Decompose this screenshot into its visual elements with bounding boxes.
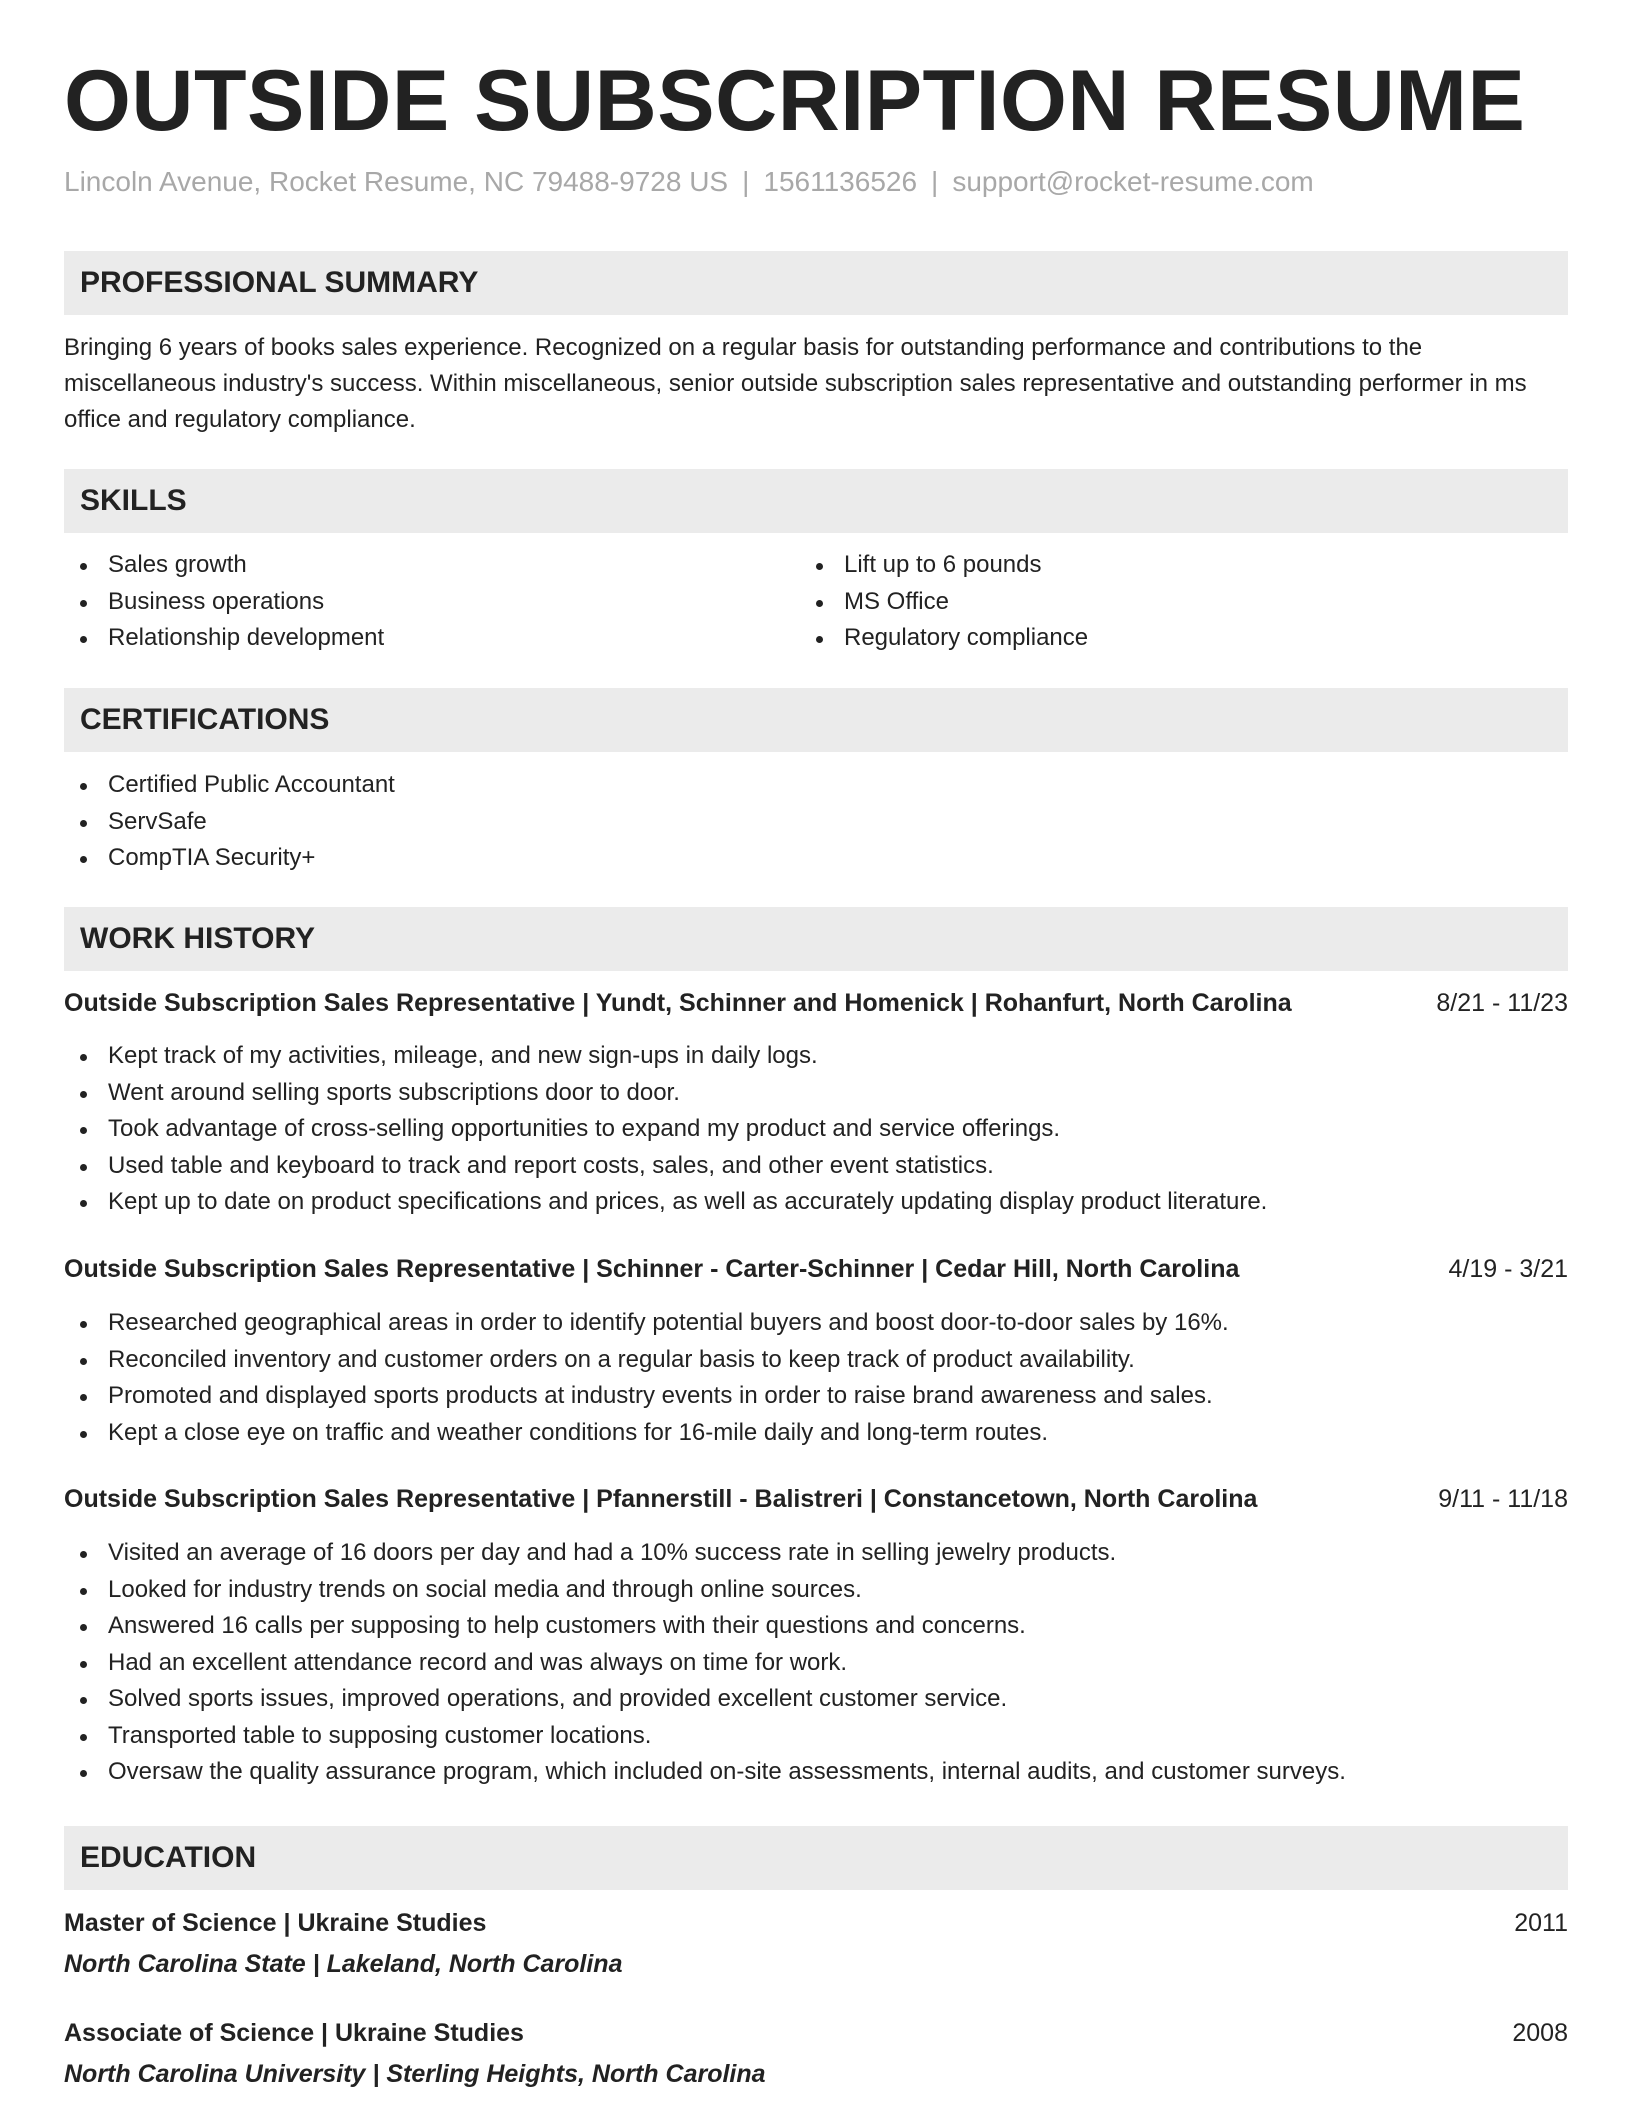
skills-section-header <box>64 469 1568 533</box>
job-bullet: Solved sports issues, improved operations, and provided excellent customer service. <box>64 1681 1346 1718</box>
resume-title: OUTSIDE SUBSCRIPTION RESUME <box>64 53 1526 149</box>
skill-item: Sales growth <box>64 547 384 584</box>
degree-title: Master of Science | Ukraine Studies <box>64 1909 487 1937</box>
education-year: 2011 <box>1514 1909 1568 1937</box>
skill-item: Business operations <box>64 584 384 621</box>
job-bullets <box>64 1038 1267 1221</box>
summary-section-header <box>64 251 1568 315</box>
school-name: North Carolina University | Sterling Heights, North Carolina <box>64 2060 766 2088</box>
job-bullet: Oversaw the quality assurance program, which included on-site assessments, internal audits, and customer surveys. <box>64 1754 1346 1791</box>
job-dates: 4/19 - 3/21 <box>1448 1255 1568 1283</box>
job-dates: 8/21 - 11/23 <box>1436 989 1568 1017</box>
education-heading: EDUCATION <box>80 1841 257 1874</box>
job-bullet: Had an excellent attendance record and was always on time for work. <box>64 1645 1346 1682</box>
job-title: Outside Subscription Sales Representative | Pfannerstill - Balistreri | Constancetown, North Carolina <box>64 1485 1258 1513</box>
work-section-header <box>64 907 1568 971</box>
job-dates: 9/11 - 11/18 <box>1438 1485 1568 1513</box>
contact-separator: | <box>931 166 939 197</box>
job-bullet: Used table and keyboard to track and report costs, sales, and other event statistics. <box>64 1148 1267 1185</box>
degree-title: Associate of Science | Ukraine Studies <box>64 2019 524 2047</box>
job-bullet: Kept a close eye on traffic and weather conditions for 16-mile daily and long-term routes. <box>64 1415 1229 1452</box>
job-bullet: Visited an average of 16 doors per day and had a 10% success rate in selling jewelry products. <box>64 1535 1346 1572</box>
certification-item: Certified Public Accountant <box>64 767 395 804</box>
work-heading: WORK HISTORY <box>80 922 316 955</box>
skills-heading: SKILLS <box>80 484 187 517</box>
education-year: 2008 <box>1512 2019 1568 2047</box>
certifications-section-header <box>64 688 1568 752</box>
job-bullets <box>64 1535 1346 1791</box>
education-section-header <box>64 1826 1568 1890</box>
skill-item: Lift up to 6 pounds <box>800 547 1088 584</box>
job-bullet: Promoted and displayed sports products at industry events in order to raise brand awareness and sales. <box>64 1378 1229 1415</box>
job-bullet: Took advantage of cross-selling opportunities to expand my product and service offerings. <box>64 1111 1267 1148</box>
contact-email[interactable]: support@rocket-resume.com <box>952 166 1314 197</box>
job-bullet: Went around selling sports subscriptions door to door. <box>64 1075 1267 1112</box>
job-title: Outside Subscription Sales Representative | Schinner - Carter-Schinner | Cedar Hill, North Carolina <box>64 1255 1240 1283</box>
job-bullet: Researched geographical areas in order to identify potential buyers and boost door-to-door sales by 16%. <box>64 1305 1229 1342</box>
job-bullet: Looked for industry trends on social media and through online sources. <box>64 1572 1346 1609</box>
contact-address: Lincoln Avenue, Rocket Resume, NC 79488-9728 US <box>64 166 729 197</box>
job-bullet: Transported table to supposing customer locations. <box>64 1718 1346 1755</box>
skill-item: Relationship development <box>64 620 384 657</box>
school-name: North Carolina State | Lakeland, North Carolina <box>64 1950 623 1978</box>
certification-item: ServSafe <box>64 804 395 841</box>
certifications-heading: CERTIFICATIONS <box>80 703 330 736</box>
certifications-list <box>64 767 395 877</box>
certification-item: CompTIA Security+ <box>64 840 395 877</box>
skills-list-left <box>64 547 384 657</box>
skill-item: MS Office <box>800 584 1088 621</box>
job-title: Outside Subscription Sales Representative | Yundt, Schinner and Homenick | Rohanfurt, North Carolina <box>64 989 1292 1017</box>
skills-list-right <box>800 547 1088 657</box>
job-bullet: Answered 16 calls per supposing to help customers with their questions and concerns. <box>64 1608 1346 1645</box>
summary-text: Bringing 6 years of books sales experience. Recognized on a regular basis for outstanding performance and contributions to the miscellaneous industry's success. Within miscellaneous, senior outside subscription sales representative and outstanding performer in ms office and regulatory compliance. <box>64 334 1527 433</box>
job-bullet: Reconciled inventory and customer orders on a regular basis to keep track of product availability. <box>64 1342 1229 1379</box>
contact-line <box>64 166 1314 198</box>
contact-phone: 1561136526 <box>763 166 918 197</box>
skill-item: Regulatory compliance <box>800 620 1088 657</box>
job-bullet: Kept up to date on product specifications and prices, as well as accurately updating display product literature. <box>64 1184 1267 1221</box>
job-bullet: Kept track of my activities, mileage, and new sign-ups in daily logs. <box>64 1038 1267 1075</box>
job-bullets <box>64 1305 1229 1451</box>
contact-separator: | <box>742 166 750 197</box>
summary-heading: PROFESSIONAL SUMMARY <box>80 266 479 299</box>
